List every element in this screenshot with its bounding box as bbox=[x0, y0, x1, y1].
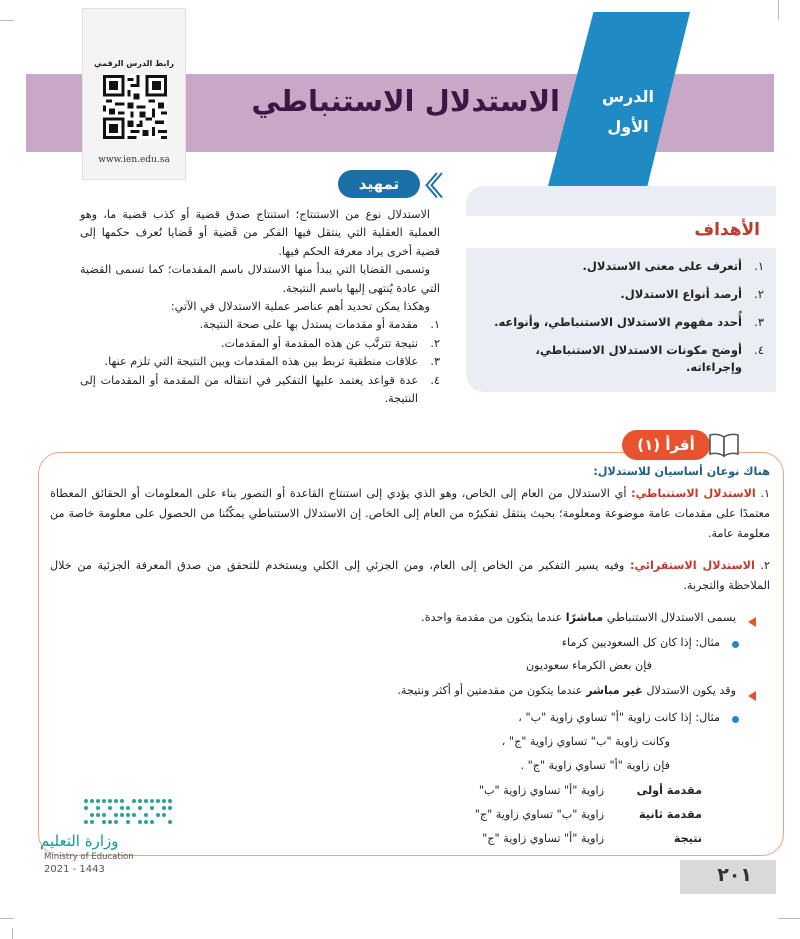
ministry-logo-icon bbox=[40, 795, 180, 835]
example-2-line-2: وكانت زاوية "ب" تساوي زاوية "ج" ، bbox=[501, 735, 670, 748]
objectives-list bbox=[478, 258, 764, 387]
qr-code-icon[interactable] bbox=[103, 75, 167, 139]
example-2-line-3: فإن زاوية "أ" تساوي زاوية "ج" . bbox=[520, 759, 670, 772]
objective-item: ٣. أُحدد مفهوم الاستدلال الاستنباطي، وأنواعه. bbox=[494, 315, 764, 329]
example-1-line-1: مثال: إذا كان كل السعوديين كرماء bbox=[561, 636, 720, 649]
page-number: ٢٠١ bbox=[717, 864, 752, 886]
bullet-dot-icon bbox=[732, 641, 739, 648]
read-heading: أقرأ (١) bbox=[622, 430, 710, 460]
crop-mark bbox=[0, 20, 14, 21]
bullet-triangle-icon bbox=[748, 691, 756, 701]
qr-card[interactable] bbox=[82, 8, 186, 180]
syllogism-label: نتيجة bbox=[673, 832, 702, 845]
objectives-title: الأهداف bbox=[694, 220, 760, 240]
edition-year: 2021 - 1443 bbox=[44, 864, 105, 875]
example-1-line-2: فإن بعض الكرماء سعوديون bbox=[525, 659, 652, 672]
intro-list bbox=[80, 316, 440, 408]
lesson-badge-text bbox=[588, 82, 668, 142]
intro-list-item: ١. مقدمة أو مقدمات يستدل بها على صحة النتيجة. bbox=[199, 318, 440, 332]
crop-mark bbox=[0, 918, 14, 919]
lesson-badge-line2: الأول bbox=[607, 117, 649, 136]
open-book-icon bbox=[708, 432, 740, 458]
syllogism-label: مقدمة أولى bbox=[636, 784, 702, 797]
intro-list-item: ٢. نتيجة تترتَّب عن هذه المقدمة أو المقدمات. bbox=[220, 336, 440, 350]
qr-url[interactable]: www.ien.edu.sa bbox=[98, 155, 170, 165]
objective-item: ٤. أوضح مكونات الاستدلال الاستنباطي، وإجراءاته. bbox=[535, 343, 764, 374]
indirect-deduction-text: وقد يكون الاستدلال غير مباشر عندما يتكون من مقدمتين أو أكثر ونتيجة. bbox=[397, 684, 736, 697]
lesson-title: الاستدلال الاستنباطي bbox=[251, 84, 560, 118]
deductive-definition: ١. الاستدلال الاستنباطي: أي الاستدلال من العام إلى الخاص، وهو الذي يؤدي إلى استنتاج القاعدة أو التصور بناء على المعلومات أو الحقائق المعطاة معتمدًا على مقدمات عامة موضوعة ومعلومة؛ بحيث ينتقل تفكيرُه من العام إلى الخاص. إن الاستدلال الاستنباطي يمكّنُنا من الحصول على معلومة خاصة من معلومة عامة. bbox=[50, 487, 770, 540]
intro-text bbox=[80, 206, 440, 408]
crop-mark bbox=[778, 0, 779, 20]
intro-list-item: ٤. عدة قواعد يعتمد عليها التفكير في انتقاله من المقدمة أو المقدمات إلى النتيجة. bbox=[80, 373, 440, 406]
ministry-name-ar: وزارة التعليم bbox=[40, 832, 119, 850]
direct-deduction-text: يسمى الاستدلال الاستنباطي مباشرًا عندما يتكون من مقدمة واحدة. bbox=[421, 611, 736, 624]
inductive-definition: ٢. الاستدلال الاستقرائي: وفيه يسير التفكير من الخاص إلى العام، ومن الجزئي إلى الكلي ويستخدم للتحقق من صدق المعرفة الجزئية من خلال الملاحظة والتجربة. bbox=[50, 559, 771, 592]
crop-mark bbox=[12, 928, 13, 939]
bullet-dot-icon bbox=[732, 716, 739, 723]
syllogism-statement: زاوية "ب" تساوي زاوية "ج" bbox=[474, 808, 604, 821]
example-2-line-1: مثال: إذا كانت زاوية "أ" تساوي زاوية "ب" ، bbox=[518, 711, 720, 724]
ministry-name-en: Ministry of Education bbox=[44, 852, 134, 862]
qr-label: رابط الدرس الرقمي bbox=[94, 59, 174, 68]
read-intro: هناك نوعان أساسيان للاستدلال: bbox=[593, 465, 770, 478]
objective-item: ١. أتعرف على معنى الاستدلال. bbox=[582, 259, 764, 273]
bullet-triangle-icon bbox=[748, 617, 756, 627]
syllogism-statement: زاوية "أ" تساوي زاوية "ب" bbox=[478, 784, 604, 797]
intro-paragraph-3: وهكذا يمكن تحديد أهم عناصر عملية الاستدلال في الآتي: bbox=[170, 300, 430, 314]
intro-paragraph-1: الاستدلال نوع من الاستنتاج؛ استنتاج صدق قضية أو كذب قضية ما، وهو العملية العقلية التي ينتقل فيها الفكر من قَضية أو قَضايا نُعرف حكمها إلى قضية أخرى يراد معرفة الحكم فيها. bbox=[80, 208, 440, 258]
intro-list-item: ٣. علاقات منطقية تربط بين هذه المقدمات وبين النتيجة التي تلزم عنها. bbox=[104, 355, 440, 369]
chevrons-icon: 〈〈 bbox=[412, 172, 436, 202]
objective-item: ٢. أرصد أنواع الاستدلال. bbox=[620, 287, 764, 301]
crop-mark bbox=[778, 918, 800, 919]
syllogism-label: مقدمة ثانية bbox=[638, 808, 702, 821]
lesson-badge-line1: الدرس bbox=[601, 87, 655, 106]
intro-paragraph-2: وتسمى القضايا التي يبدأ منها الاستدلال باسم المقدمات؛ كما تسمى القضية التي عادة يُنتهى إليها باسم النتيجة. bbox=[80, 263, 440, 295]
syllogism-statement: زاوية "أ" تساوي زاوية "ج" bbox=[482, 832, 604, 845]
intro-heading: تمهيد bbox=[338, 170, 420, 198]
